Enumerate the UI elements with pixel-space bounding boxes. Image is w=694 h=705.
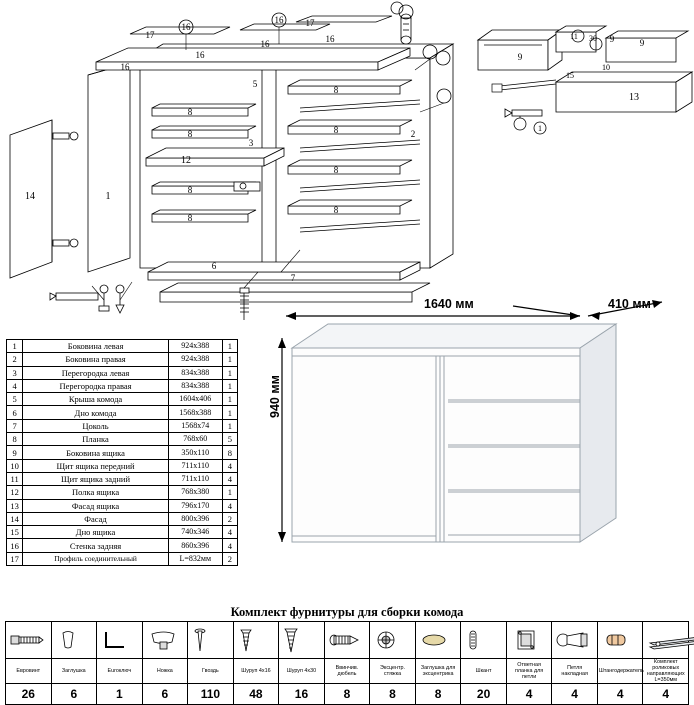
parts-table (6, 339, 238, 566)
hardware-kit-table (5, 621, 689, 705)
eccentric-icon (370, 622, 416, 659)
label-hinge: Петля накладная (552, 659, 598, 684)
table-row: 7 Цоколь 1568x74 1 (7, 419, 238, 432)
eccentric-cap-icon (415, 622, 461, 659)
leg-icon (142, 622, 188, 659)
table-row: 11 Щит ящика задний 711x110 4 (7, 472, 238, 485)
callout-8-b: 8 (187, 129, 193, 139)
callout-30: 30 (589, 34, 597, 43)
hardware-count-row (6, 684, 689, 705)
confirmat-icon (324, 622, 370, 659)
count-nail: 110 (188, 684, 234, 705)
callout-9-c: 9 (517, 52, 523, 62)
depth-dimension-label: 410 мм (608, 297, 651, 311)
table-row: 12 Полка ящика 768x380 1 (7, 486, 238, 499)
callout-8-g: 8 (333, 165, 339, 175)
callout-11: 11 (570, 32, 578, 41)
screw4x30-icon (279, 622, 325, 659)
count-slide-rails: 4 (643, 684, 689, 705)
count-screw4x30: 16 (279, 684, 325, 705)
label-eurobolt: Евровинт (6, 659, 52, 684)
table-row: 17 Профиль соединительный L=832мм 2 (7, 552, 238, 565)
callout-8-d: 8 (187, 213, 193, 223)
table-row: 10 Щит ящика передний 711x110 4 (7, 459, 238, 472)
label-cap: Заглушка (51, 659, 97, 684)
callout-7: 7 (290, 273, 296, 283)
callout-6: 6 (211, 261, 217, 271)
table-row: 3 Перегородка левая 834x388 1 (7, 366, 238, 379)
count-eccentric-cap: 8 (415, 684, 461, 705)
hardware-kit-title: Комплект фурнитуры для сборки комода (230, 605, 464, 619)
count-confirmat: 8 (324, 684, 370, 705)
label-hinge-plate: Ответная планка для петли (506, 659, 552, 684)
callout-17-b: 17 (305, 18, 315, 28)
nail-icon (188, 622, 234, 659)
callout-16-a: 16 (181, 22, 191, 32)
callout-16-e: 16 (325, 34, 335, 44)
callout-15: 15 (566, 71, 574, 80)
callout-9-b: 9 (639, 38, 645, 48)
callout-10: 10 (602, 63, 610, 72)
callout-2: 2 (410, 129, 416, 139)
table-row: 1 Боковина левая 924x388 1 (7, 340, 238, 353)
screw4x16-icon (233, 622, 279, 659)
label-nail: Гвоздь (188, 659, 234, 684)
hinge-plate-icon (506, 622, 552, 659)
label-screw4x16: Шуруп 4х16 (233, 659, 279, 684)
table-row: 6 Дно комода 1568x388 1 (7, 406, 238, 419)
finished-product-view (258, 290, 678, 570)
callout-3: 3 (248, 138, 254, 148)
count-hinge-plate: 4 (506, 684, 552, 705)
callout-8-c: 8 (187, 185, 193, 195)
count-screw4x16: 48 (233, 684, 279, 705)
label-eccentric-cap: Заглушка для эксцентрика (415, 659, 461, 684)
hardware-label-row (6, 659, 689, 684)
label-rod-holder: Штангодержатель (597, 659, 643, 684)
table-row: 5 Крыша комода 1604x406 1 (7, 393, 238, 406)
label-eccentric: Эксцентр. стяжка (370, 659, 416, 684)
callout-8-h: 8 (333, 205, 339, 215)
callout-12: 12 (181, 155, 191, 166)
table-row: 14 Фасад 800x396 2 (7, 512, 238, 525)
hardware-icon-row (6, 622, 689, 659)
table-row: 15 Дно ящика 740x346 4 (7, 526, 238, 539)
label-dowel: Шкант (461, 659, 507, 684)
callout-16-d: 16 (260, 39, 270, 49)
label-confirmat: Ввинчив. дюбель (324, 659, 370, 684)
label-screw4x30: Шуруп 4х30 (279, 659, 325, 684)
callout-16-b: 16 (120, 62, 130, 72)
count-dowel: 20 (461, 684, 507, 705)
table-row: 13 Фасад ящика 796x170 4 (7, 499, 238, 512)
hinge-icon (552, 622, 598, 659)
callout-circ-16: 16 (274, 15, 284, 25)
slide-rails-icon (643, 622, 689, 659)
count-hexkey: 1 (97, 684, 143, 705)
callout-17: 17 (145, 30, 155, 40)
rod-holder-icon (597, 622, 643, 659)
eurobolt-icon (6, 622, 52, 659)
callout-1: 1 (105, 191, 111, 202)
table-row: 9 Боковина ящика 350x110 8 (7, 446, 238, 459)
callout-8-f: 8 (333, 125, 339, 135)
callout-1b: 1 (538, 124, 542, 133)
callout-14: 14 (25, 191, 35, 202)
height-dimension-label: 940 мм (268, 375, 282, 418)
hexkey-icon (97, 622, 143, 659)
count-hinge: 4 (552, 684, 598, 705)
width-dimension-label: 1640 мм (424, 297, 474, 311)
table-row: 2 Боковина правая 924x388 1 (7, 353, 238, 366)
callout-13: 13 (629, 92, 639, 103)
callout-9-a: 9 (609, 34, 615, 44)
cap-icon (51, 622, 97, 659)
callout-5: 5 (252, 79, 258, 89)
exploded-view-drawing (0, 0, 694, 335)
count-eurobolt: 26 (6, 684, 52, 705)
count-rod-holder: 4 (597, 684, 643, 705)
count-leg: 6 (142, 684, 188, 705)
table-row: 16 Стенка задняя 860x396 4 (7, 539, 238, 552)
callout-8-a: 8 (187, 107, 193, 117)
table-row: 4 Перегородка правая 834x388 1 (7, 379, 238, 392)
label-slide-rails: Комплект роликовых направляющих L=350мм (643, 659, 689, 684)
callout-16-c: 16 (195, 50, 205, 60)
callout-8-e: 8 (333, 85, 339, 95)
table-row: 8 Планка 768x60 5 (7, 433, 238, 446)
count-cap: 6 (51, 684, 97, 705)
dowel-icon (461, 622, 507, 659)
label-hexkey: Euroключ (97, 659, 143, 684)
label-leg: Ножка (142, 659, 188, 684)
count-eccentric: 8 (370, 684, 416, 705)
